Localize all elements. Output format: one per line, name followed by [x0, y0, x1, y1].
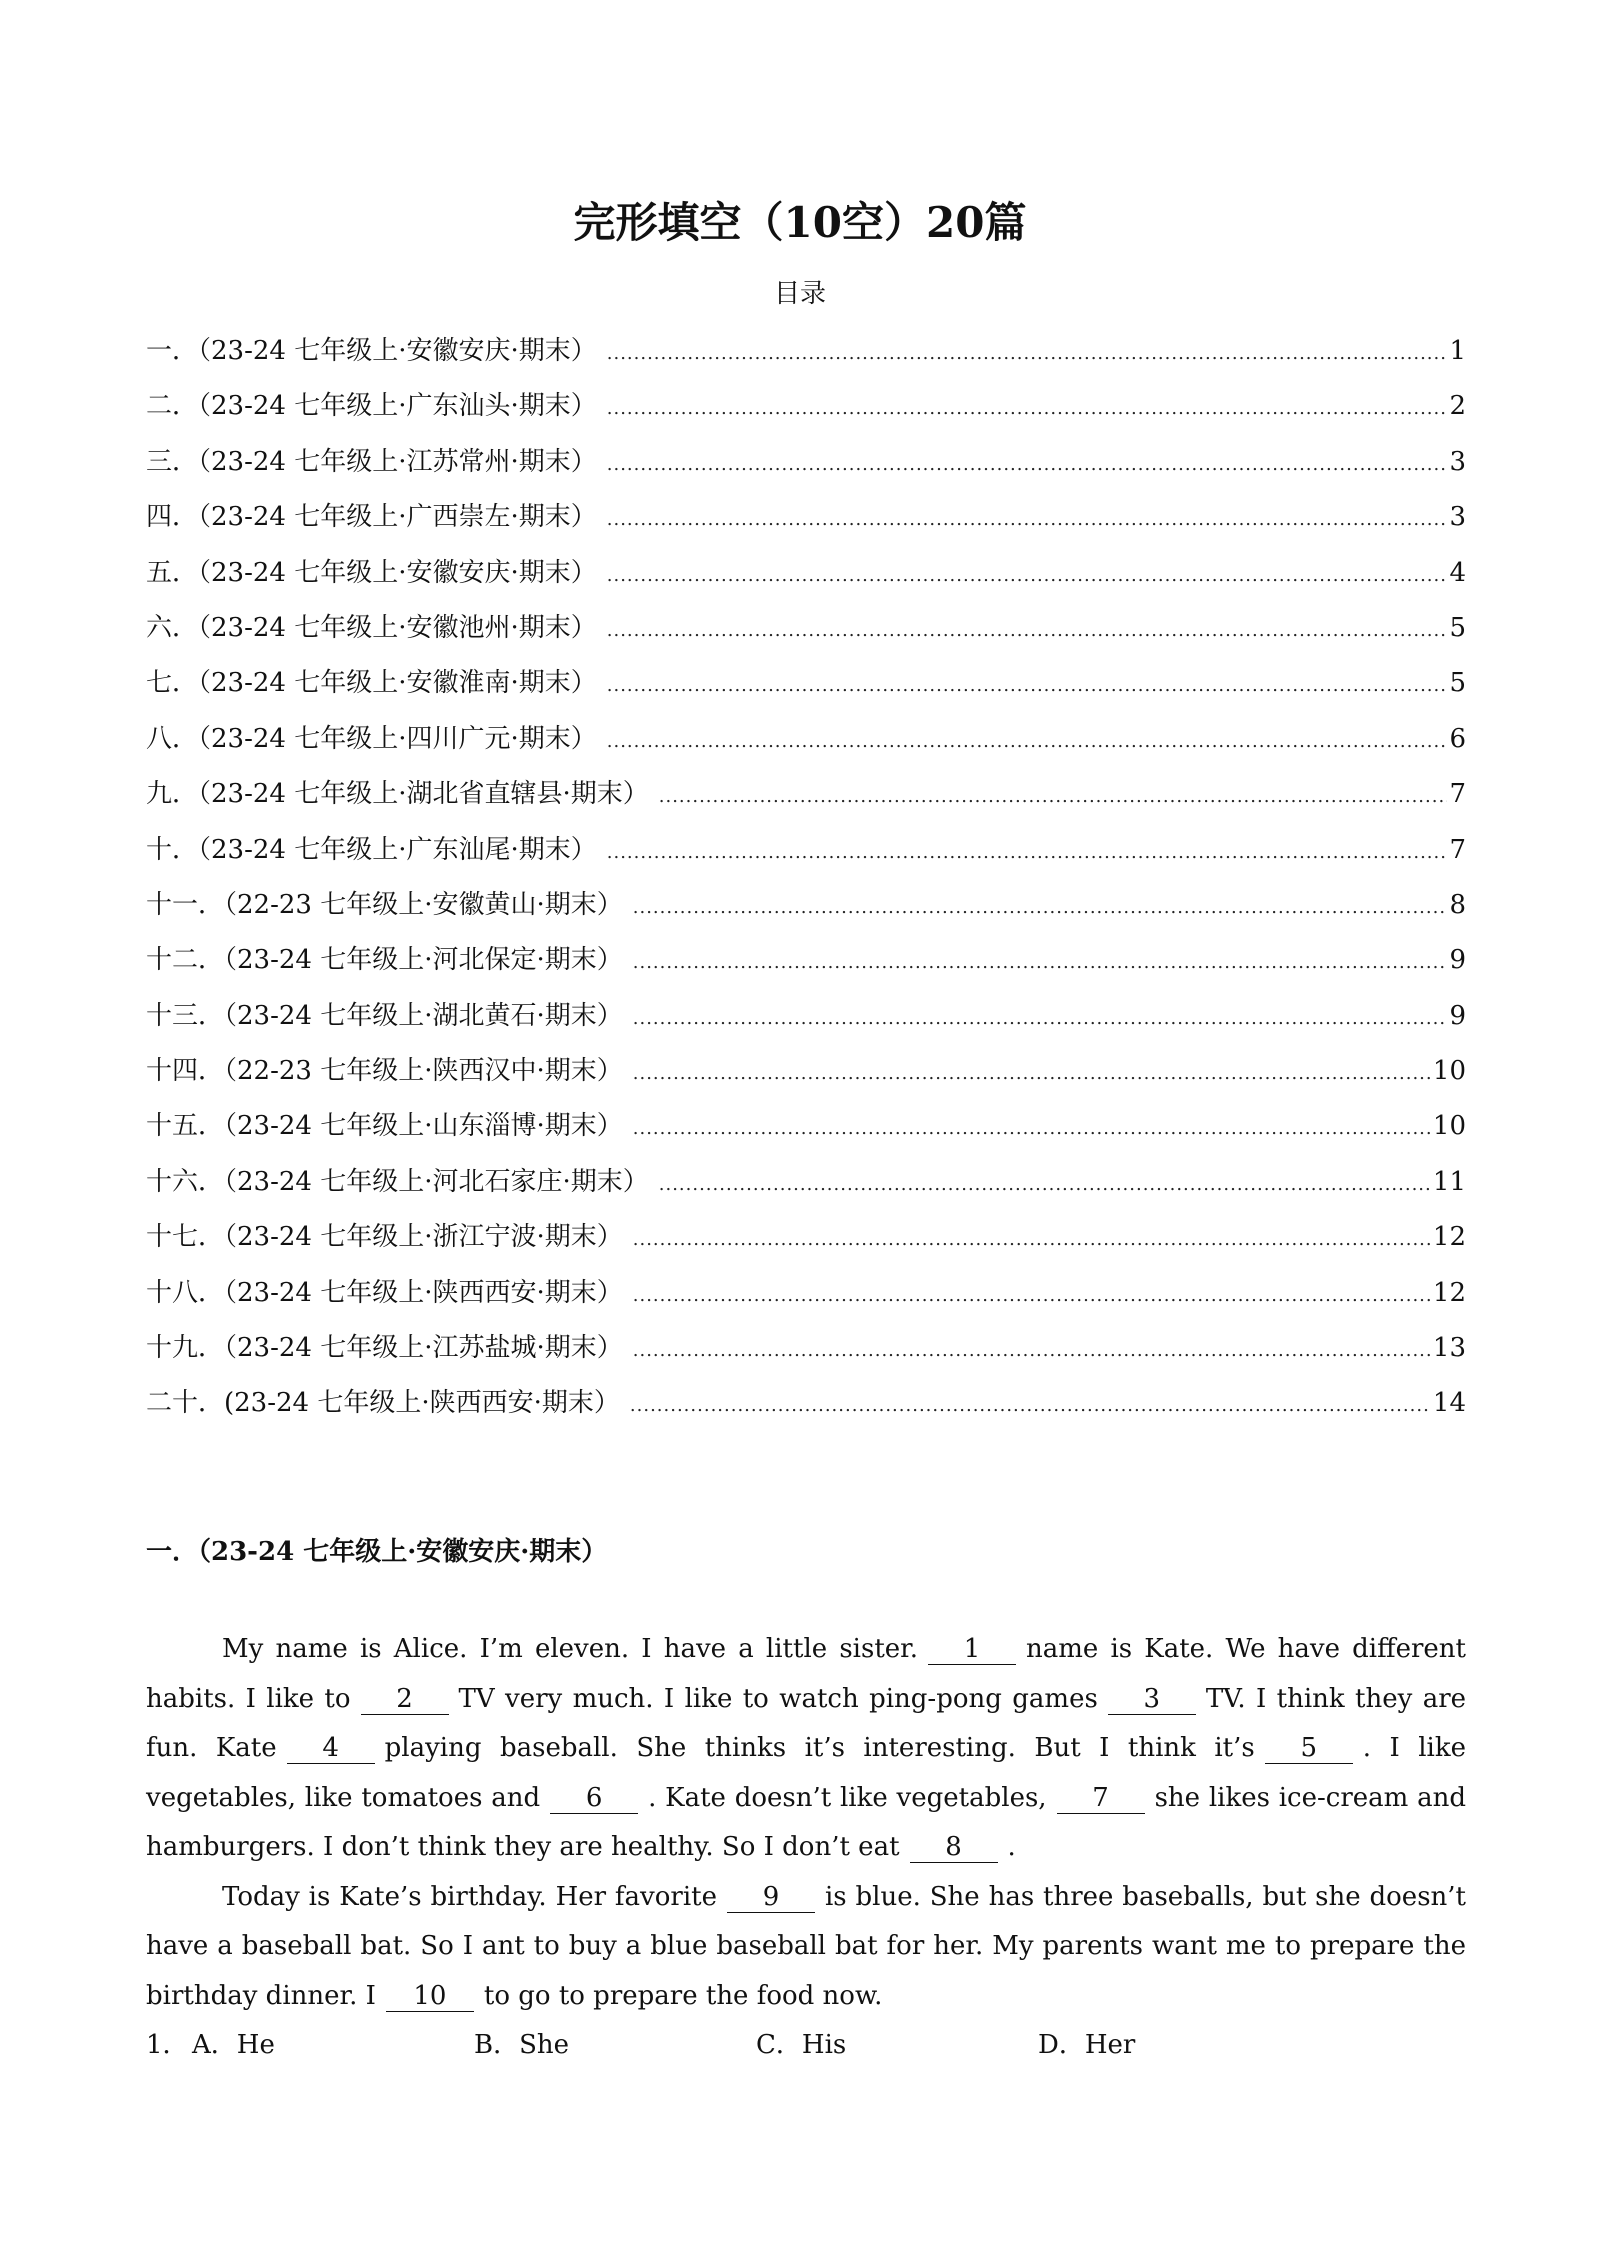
toc-entry-label: 六．（23-24 七年级上·安徽池州·期末） [146, 612, 597, 643]
toc-leader-dots [633, 1222, 1431, 1258]
toc-entry[interactable] [146, 998, 1466, 1053]
toc-entry-page: 2 [1449, 391, 1466, 422]
toc-entry-page: 7 [1449, 834, 1466, 865]
toc-entry-page: 12 [1432, 1222, 1466, 1253]
passage-text: Today is Kate’s birthday. Her favorite [222, 1881, 717, 1912]
toc-leader-dots [659, 1167, 1431, 1203]
toc-entry-page: 11 [1432, 1166, 1466, 1197]
passage-text: to go to prepare the food now. [483, 1980, 883, 2011]
toc-entry-label: 十．（23-24 七年级上·广东汕尾·期末） [146, 834, 597, 865]
toc-leader-dots [607, 336, 1448, 372]
toc-leader-dots [607, 668, 1448, 704]
toc-entry-label: 一．（23-24 七年级上·安徽安庆·期末） [146, 336, 597, 366]
toc-entry-label: 四．（23-24 七年级上·广西崇左·期末） [146, 502, 597, 533]
toc-entry-page: 10 [1432, 1111, 1466, 1142]
cloze-blank-6: 6 [550, 1783, 638, 1814]
toc-leader-dots [633, 1333, 1431, 1369]
cloze-blank-4: 4 [287, 1733, 375, 1764]
passage-text: name is Kate. We have different habits. I like to [146, 1634, 1466, 1714]
passage-text: My name is Alice. I’m eleven. I have a little sister. [222, 1634, 918, 1664]
cloze-passage [146, 1625, 1466, 2021]
toc-leader-dots [633, 890, 1448, 926]
toc-leader-dots [607, 391, 1448, 427]
cloze-blank-10: 10 [386, 1981, 474, 2012]
toc-entry-page: 5 [1449, 668, 1466, 699]
cloze-blank-2: 2 [361, 1684, 449, 1715]
toc-entry[interactable] [146, 1330, 1466, 1385]
toc-entry-page: 12 [1432, 1277, 1466, 1308]
toc-leader-dots [633, 1001, 1448, 1037]
toc-entry-label: 八．（23-24 七年级上·四川广元·期末） [146, 723, 597, 754]
toc-entry[interactable] [146, 444, 1466, 499]
toc-entry[interactable] [146, 1108, 1466, 1163]
toc-entry-page: 3 [1449, 446, 1466, 477]
toc-entry[interactable] [146, 1219, 1466, 1274]
toc-entry-page: 8 [1449, 889, 1466, 920]
toc-entry-page: 7 [1449, 779, 1466, 810]
toc-entry-page: 13 [1432, 1333, 1466, 1364]
passage-paragraph-2 [146, 1873, 1466, 2022]
cloze-blank-5: 5 [1265, 1733, 1353, 1764]
toc-leader-dots [659, 779, 1448, 815]
toc-entry[interactable] [146, 1053, 1466, 1108]
toc-entry-page: 6 [1449, 723, 1466, 754]
passage-text: TV. I think they are fun. Kate [146, 1683, 1467, 1763]
toc-entry[interactable] [146, 721, 1466, 776]
toc-entry[interactable] [146, 610, 1466, 665]
passage-text: . [1007, 1832, 1016, 1862]
toc-entry[interactable] [146, 942, 1466, 997]
passage-text: . Kate doesn’t like vegetables, [648, 1782, 1047, 1813]
toc-leader-dots [633, 1056, 1431, 1092]
passage-paragraph-1 [146, 1625, 1466, 1873]
option-c[interactable]: C．His [756, 2030, 847, 2060]
passage-text: playing baseball. She thinks it’s interesting. But I think it’s [384, 1733, 1255, 1763]
toc-leader-dots [607, 613, 1448, 649]
toc-entry-page: 14 [1432, 1388, 1466, 1419]
question-number: 1． [146, 2030, 189, 2060]
toc-entry-label: 三．（23-24 七年级上·江苏常州·期末） [146, 446, 597, 477]
toc-leader-dots [633, 1111, 1431, 1147]
toc-entry-label: 十三．（23-24 七年级上·湖北黄石·期末） [146, 1000, 623, 1031]
toc-leader-dots [633, 1278, 1431, 1314]
toc-entry-page: 9 [1449, 1000, 1466, 1031]
toc-entry-page: 5 [1449, 612, 1466, 643]
toc-leader-dots [607, 502, 1448, 538]
toc-entry[interactable] [146, 333, 1466, 388]
toc-entry-page: 9 [1449, 945, 1466, 976]
page-title: 完形填空（10空）20篇 [573, 198, 1027, 247]
toc-entry-label: 十七．（23-24 七年级上·浙江宁波·期末） [146, 1222, 623, 1253]
option-a[interactable]: A．He [192, 2030, 275, 2060]
toc-leader-dots [607, 558, 1448, 594]
toc-entry[interactable] [146, 1275, 1466, 1330]
toc-entry[interactable] [146, 1385, 1466, 1440]
passage-text: . I like vegetables, like tomatoes and [146, 1733, 1467, 1813]
toc-entry-page: 1 [1449, 336, 1466, 366]
toc-entry-page: 4 [1449, 557, 1466, 588]
toc-entry[interactable] [146, 776, 1466, 831]
toc-entry[interactable] [146, 499, 1466, 554]
cloze-blank-3: 3 [1108, 1684, 1196, 1715]
toc-leader-dots [633, 945, 1448, 981]
section-heading: 一．（23-24 七年级上·安徽安庆·期末） [146, 1537, 608, 1567]
cloze-blank-1: 1 [928, 1634, 1016, 1665]
toc-entry-label: 十一．（22-23 七年级上·安徽黄山·期末） [146, 889, 623, 920]
question-1-options [146, 2025, 1238, 2065]
toc-entry[interactable] [146, 1164, 1466, 1219]
option-b[interactable]: B．She [474, 2030, 570, 2060]
toc-entry-label: 九．（23-24 七年级上·湖北省直辖县·期末） [146, 779, 649, 810]
toc-entry[interactable] [146, 388, 1466, 443]
toc-entry[interactable] [146, 665, 1466, 720]
passage-text: is blue. She has three baseballs, but she doesn’t have a baseball bat. So I ant to buy a blue baseball bat for her. My parents want me to prepare the birthday dinner. I [146, 1881, 1466, 2011]
cloze-blank-8: 8 [910, 1832, 998, 1863]
toc-leader-dots [607, 447, 1448, 483]
toc-entry-label: 二．（23-24 七年级上·广东汕头·期末） [146, 391, 597, 422]
toc-entry-label: 十六．（23-24 七年级上·河北石家庄·期末） [146, 1166, 649, 1197]
toc-leader-dots [607, 835, 1448, 871]
toc-entry-label: 五．（23-24 七年级上·安徽安庆·期末） [146, 557, 597, 588]
toc-entry-label: 十八．（23-24 七年级上·陕西西安·期末） [146, 1277, 623, 1308]
toc-entry-label: 十五．（23-24 七年级上·山东淄博·期末） [146, 1111, 623, 1142]
toc-leader-dots [630, 1388, 1431, 1424]
toc-entry[interactable] [146, 555, 1466, 610]
table-of-contents [146, 333, 1466, 1441]
cloze-blank-9: 9 [727, 1882, 815, 1913]
toc-entry-label: 十四．（22-23 七年级上·陕西汉中·期末） [146, 1056, 623, 1087]
toc-entry[interactable] [146, 887, 1466, 942]
toc-entry-page: 3 [1449, 502, 1466, 533]
toc-entry-label: 十二．（23-24 七年级上·河北保定·期末） [146, 945, 623, 976]
passage-text: she likes ice-cream and hamburgers. I don’t think they are healthy. So I don’t eat [146, 1782, 1466, 1862]
toc-entry[interactable] [146, 832, 1466, 887]
option-d[interactable]: D．Her [1038, 2030, 1136, 2060]
passage-text: TV very much. I like to watch ping-pong games [458, 1683, 1098, 1714]
toc-entry-page: 10 [1432, 1056, 1466, 1087]
toc-entry-label: 十九．（23-24 七年级上·江苏盐城·期末） [146, 1333, 623, 1364]
toc-leader-dots [607, 724, 1448, 760]
toc-entry-label: 七．（23-24 七年级上·安徽淮南·期末） [146, 668, 597, 699]
toc-entry-label: 二十．(23-24 七年级上·陕西西安·期末） [146, 1388, 620, 1419]
cloze-blank-7: 7 [1057, 1783, 1145, 1814]
toc-heading: 目录 [773, 279, 826, 309]
